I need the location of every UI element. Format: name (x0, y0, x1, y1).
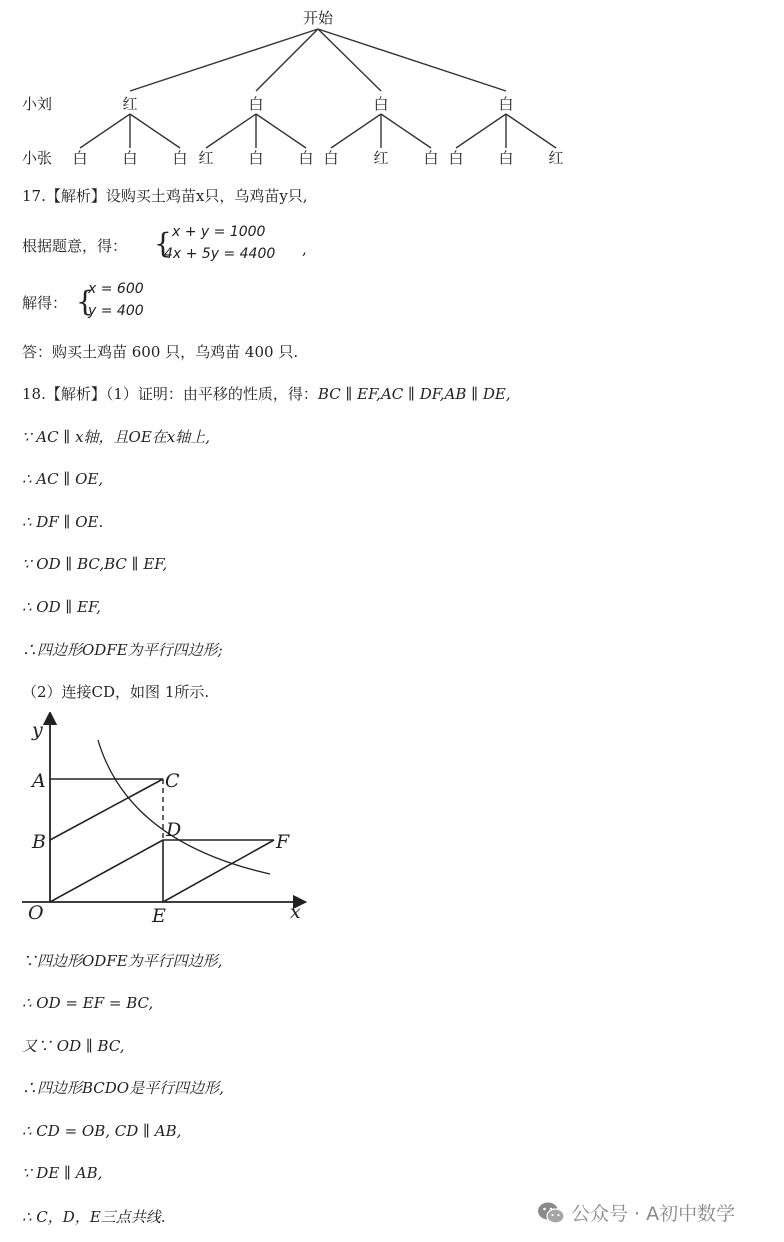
tree-node-l2: 红 (198, 149, 214, 167)
tree-node-l1: 白 (498, 95, 514, 113)
label-C: C (165, 770, 180, 792)
q18-step: ∴ AC ∥ OE, (22, 470, 104, 488)
watermark-text: 公众号 · A初中数学 (571, 1203, 736, 1225)
segment-OD (50, 840, 163, 902)
tree-node-l2: 红 (373, 149, 389, 167)
q18-step: ∴四边形ODFE为平行四边形; (22, 641, 223, 659)
q18-intro-prefix: 18.【解析】（1）证明：由平移的性质，得： (22, 385, 318, 403)
q18-step: ∴ OD ∥ EF, (22, 598, 101, 616)
hyperbola-curve (98, 740, 270, 874)
label-y: y (32, 719, 43, 741)
tree-node-l2: 白 (448, 149, 464, 167)
tree-node-l2: 白 (72, 149, 88, 167)
tree-node-l2: 白 (298, 149, 314, 167)
wechat-watermark (537, 1199, 735, 1226)
q17-eq1: x + y = 1000 (172, 224, 266, 240)
q18-intro-math: BC ∥ EF,AC ∥ DF,AB ∥ DE, (317, 385, 511, 403)
q18-step: ∴ DF ∥ OE. (22, 513, 104, 531)
q17-eq2: 4x + 5y = 4400 (164, 246, 276, 262)
q17-solve-label: 解得： (22, 294, 68, 312)
tree-node-l1: 白 (373, 95, 389, 113)
tree-branches (80, 29, 556, 148)
figure-1-parallelogram-diagram (18, 712, 318, 932)
tree-node-l2: 白 (248, 149, 264, 167)
tree-start: 开始 (302, 9, 334, 27)
tree-node-l2: 白 (323, 149, 339, 167)
tree-diagram (0, 0, 784, 175)
row-label-xiaoliu: 小刘 (22, 95, 53, 113)
q18-intro (22, 384, 511, 404)
q17-answer: 答：购买土鸡苗 600 只，乌鸡苗 400 只. (22, 343, 299, 361)
q18-step: ∴四边形BCDO是平行四边形, (22, 1079, 224, 1097)
wechat-icon (537, 1201, 565, 1225)
tree-node-l2: 白 (122, 149, 138, 167)
q18-step: ∵ AC ∥ x轴，且OE在x轴上, (22, 428, 211, 446)
tree-node-l2: 白 (498, 149, 514, 167)
q17-setup-label: 根据题意，得： (22, 237, 128, 255)
q17-solution-brace: { (76, 285, 94, 318)
tree-node-l2: 白 (172, 149, 188, 167)
q17-eq-tail: , (302, 240, 307, 258)
q18-step: ∵ DE ∥ AB, (22, 1164, 103, 1182)
label-F: F (276, 831, 290, 853)
label-B: B (32, 831, 46, 853)
label-x: x (290, 901, 301, 923)
label-A: A (32, 770, 46, 792)
q18-step: ∴ C，D，E三点共线. (22, 1208, 166, 1226)
tree-node-l1: 红 (122, 95, 138, 113)
label-O: O (28, 902, 44, 924)
tree-node-l2: 白 (423, 149, 439, 167)
q18-part2: （2）连接CD，如图 1所示. (22, 683, 210, 701)
segment-BC (50, 779, 163, 840)
label-E: E (152, 905, 166, 927)
row-label-xiaozhang: 小张 (22, 149, 53, 167)
q18-step: ∴ CD = OB, CD ∥ AB, (22, 1122, 182, 1140)
q18-step: ∵四边形ODFE为平行四边形, (22, 952, 223, 970)
q17-sol1: x = 600 (88, 281, 144, 297)
tree-node-l1: 白 (248, 95, 264, 113)
q17-system-brace: { (154, 227, 172, 260)
q17-sol2: y = 400 (88, 303, 144, 319)
q18-step: ∴ OD = EF = BC, (22, 994, 154, 1012)
tree-node-l2: 红 (548, 149, 564, 167)
label-D: D (166, 819, 182, 841)
q18-step: ∵ OD ∥ BC,BC ∥ EF, (22, 555, 168, 573)
q17-intro: 17.【解析】设购买土鸡苗x只，乌鸡苗y只, (22, 187, 308, 205)
q18-step: 又∵ OD ∥ BC, (22, 1037, 125, 1055)
